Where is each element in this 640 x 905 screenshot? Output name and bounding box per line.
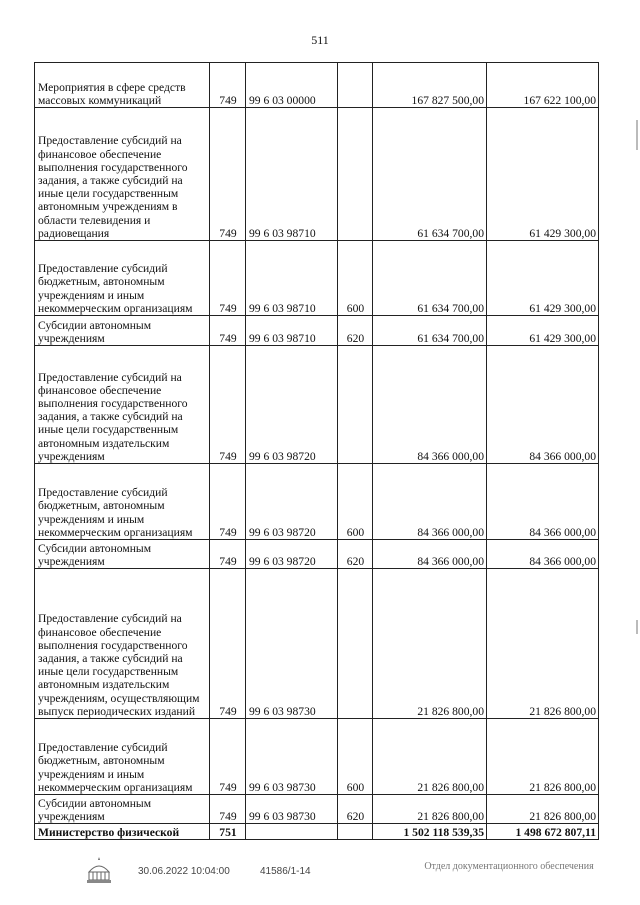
row-code: 749 bbox=[210, 108, 246, 241]
row-name: Мероприятия в сфере средств массовых коммуникаций bbox=[35, 63, 210, 108]
row-name: Министерство физической bbox=[35, 824, 210, 840]
row-amount-year1: 21 826 800,00 bbox=[373, 569, 487, 719]
row-amount-year2: 21 826 800,00 bbox=[487, 569, 599, 719]
table-row bbox=[35, 241, 599, 316]
row-csr: 99 6 03 00000 bbox=[246, 63, 338, 108]
table-row bbox=[35, 795, 599, 824]
row-amount-year1: 84 366 000,00 bbox=[373, 540, 487, 569]
row-vr bbox=[338, 108, 373, 241]
table-row bbox=[35, 108, 599, 241]
row-code: 749 bbox=[210, 569, 246, 719]
row-code: 749 bbox=[210, 719, 246, 795]
table-row bbox=[35, 316, 599, 346]
table-row bbox=[35, 540, 599, 569]
scan-margin-mark bbox=[636, 120, 638, 150]
row-code: 749 bbox=[210, 795, 246, 824]
row-amount-year2: 21 826 800,00 bbox=[487, 795, 599, 824]
row-name: Предоставление субсидий бюджетным, автономным учреждениям и иным некоммерческим организациям bbox=[35, 719, 210, 795]
row-amount-year1: 61 634 700,00 bbox=[373, 108, 487, 241]
row-code: 749 bbox=[210, 464, 246, 540]
page-number: 511 bbox=[311, 33, 329, 47]
table-row bbox=[35, 346, 599, 464]
table-row-ministry bbox=[35, 824, 599, 840]
row-csr: 99 6 03 98720 bbox=[246, 464, 338, 540]
row-amount-year2: 167 622 100,00 bbox=[487, 63, 599, 108]
row-vr bbox=[338, 346, 373, 464]
page-footer bbox=[0, 862, 640, 902]
table-row bbox=[35, 719, 599, 795]
row-csr: 99 6 03 98720 bbox=[246, 540, 338, 569]
row-name: Предоставление субсидий на финансовое обеспечение выполнения государственного задания, а также субсидий на иные цели государственным автономным издательским учреждениям, осуществляющим выпуск периодических изданий bbox=[35, 569, 210, 719]
row-name: Предоставление субсидий на финансовое обеспечение выполнения государственного задания, а также субсидий на иные цели государственным автономным учреждениям в области телевидения и радиовещания bbox=[35, 108, 210, 241]
row-amount-year1: 61 634 700,00 bbox=[373, 241, 487, 316]
footer-doc-number: 41586/1-14 bbox=[260, 866, 311, 877]
row-amount-year1: 84 366 000,00 bbox=[373, 464, 487, 540]
row-vr: 600 bbox=[338, 719, 373, 795]
row-code: 749 bbox=[210, 241, 246, 316]
row-csr: 99 6 03 98730 bbox=[246, 569, 338, 719]
table-row bbox=[35, 569, 599, 719]
footer-timestamp: 30.06.2022 10:04:00 bbox=[138, 866, 230, 877]
row-name: Субсидии автономным учреждениям bbox=[35, 540, 210, 569]
row-csr: 99 6 03 98710 bbox=[246, 108, 338, 241]
row-amount-year1: 21 826 800,00 bbox=[373, 795, 487, 824]
row-name: Субсидии автономным учреждениям bbox=[35, 316, 210, 346]
row-amount-year1: 84 366 000,00 bbox=[373, 346, 487, 464]
row-csr: 99 6 03 98730 bbox=[246, 795, 338, 824]
scan-margin-mark bbox=[636, 620, 638, 634]
row-vr: 620 bbox=[338, 540, 373, 569]
row-amount-year1: 61 634 700,00 bbox=[373, 316, 487, 346]
row-name: Субсидии автономным учреждениям bbox=[35, 795, 210, 824]
row-amount-year2: 1 498 672 807,11 bbox=[487, 824, 599, 840]
row-code: 751 bbox=[210, 824, 246, 840]
table-row bbox=[35, 464, 599, 540]
row-csr: 99 6 03 98720 bbox=[246, 346, 338, 464]
row-name: Предоставление субсидий на финансовое обеспечение выполнения государственного задания, а также субсидий на иные цели государственным автономным издательским учреждениям bbox=[35, 346, 210, 464]
footer-department: Отдел документационного обеспечения bbox=[424, 861, 594, 872]
row-amount-year2: 61 429 300,00 bbox=[487, 316, 599, 346]
row-vr: 620 bbox=[338, 316, 373, 346]
row-amount-year2: 84 366 000,00 bbox=[487, 346, 599, 464]
row-vr: 600 bbox=[338, 464, 373, 540]
budget-table bbox=[34, 62, 599, 840]
row-vr bbox=[338, 63, 373, 108]
row-code: 749 bbox=[210, 540, 246, 569]
row-amount-year2: 84 366 000,00 bbox=[487, 540, 599, 569]
row-vr bbox=[338, 824, 373, 840]
row-name: Предоставление субсидий бюджетным, автономным учреждениям и иным некоммерческим организациям bbox=[35, 241, 210, 316]
row-code: 749 bbox=[210, 316, 246, 346]
row-csr: 99 6 03 98710 bbox=[246, 316, 338, 346]
row-vr bbox=[338, 569, 373, 719]
row-amount-year2: 21 826 800,00 bbox=[487, 719, 599, 795]
table-row bbox=[35, 63, 599, 108]
row-code: 749 bbox=[210, 63, 246, 108]
row-csr: 99 6 03 98710 bbox=[246, 241, 338, 316]
row-vr: 600 bbox=[338, 241, 373, 316]
row-amount-year2: 84 366 000,00 bbox=[487, 464, 599, 540]
row-amount-year2: 61 429 300,00 bbox=[487, 108, 599, 241]
row-amount-year1: 167 827 500,00 bbox=[373, 63, 487, 108]
duma-logo-icon bbox=[84, 854, 114, 888]
row-csr bbox=[246, 824, 338, 840]
row-code: 749 bbox=[210, 346, 246, 464]
row-name: Предоставление субсидий бюджетным, автономным учреждениям и иным некоммерческим организациям bbox=[35, 464, 210, 540]
row-vr: 620 bbox=[338, 795, 373, 824]
row-amount-year1: 21 826 800,00 bbox=[373, 719, 487, 795]
row-amount-year2: 61 429 300,00 bbox=[487, 241, 599, 316]
row-csr: 99 6 03 98730 bbox=[246, 719, 338, 795]
row-amount-year1: 1 502 118 539,35 bbox=[373, 824, 487, 840]
